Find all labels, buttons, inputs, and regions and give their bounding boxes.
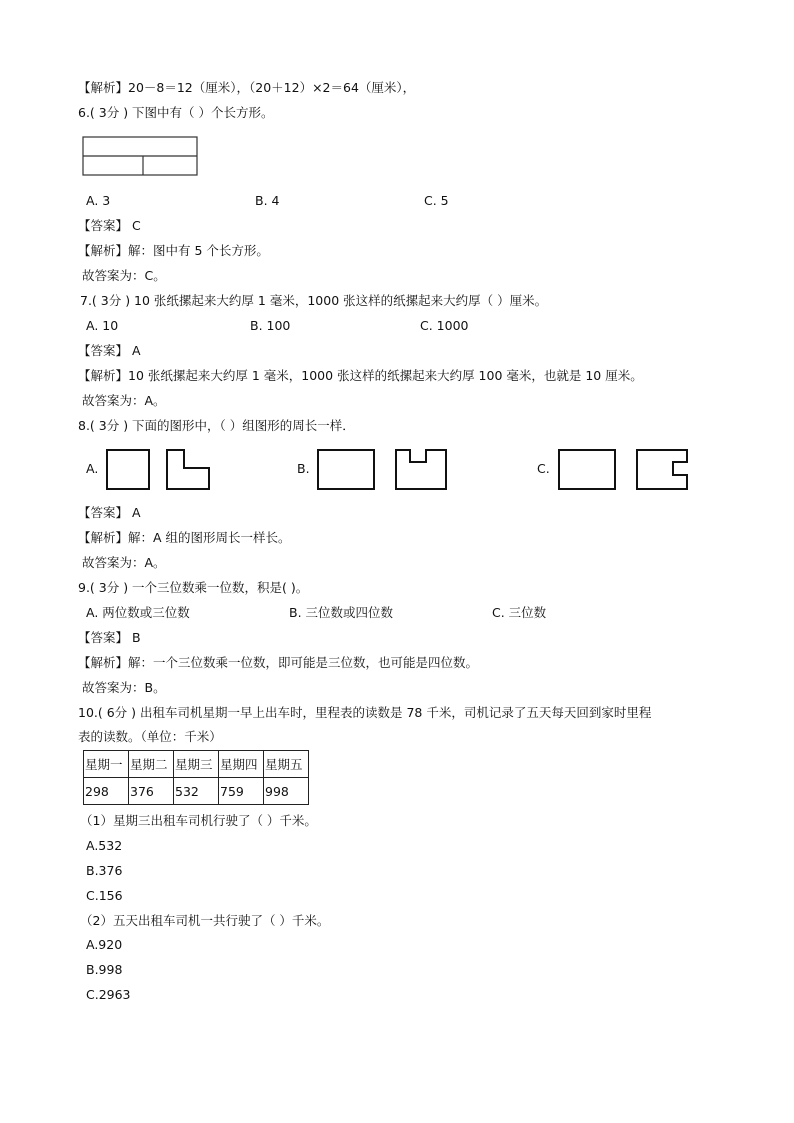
table-cell: 376 xyxy=(129,778,174,805)
q8-stem: 8.( 3分 ) 下面的图形中，（ ）组图形的周长一样． xyxy=(78,418,355,433)
q9-option-b: B. 三位数或四位数 xyxy=(289,605,394,620)
q8-option-b-shapes xyxy=(316,448,452,492)
q7-stem: 7.( 3分 ) 10 张纸摞起来大约厚 1 毫米，1000 张这样的纸摞起来大约厚（ ）厘米。 xyxy=(80,293,548,308)
q10-sub2-stem: （2）五天出租车司机一共行驶了（ ）千米。 xyxy=(80,913,330,928)
q10-sub2-option-b: B.998 xyxy=(86,962,123,977)
table-header-cell: 星期二 xyxy=(129,751,174,778)
q7-answer: 【答案】 A xyxy=(78,343,141,358)
q6-conclusion: 故答案为：C。 xyxy=(82,268,166,283)
table-header-cell: 星期一 xyxy=(84,751,129,778)
q6-stem: 6.( 3分 ) 下图中有（ ）个长方形。 xyxy=(78,105,274,120)
q8-option-c-shapes xyxy=(557,448,693,492)
odometer-table xyxy=(83,750,309,805)
q9-analysis: 【解析】解：一个三位数乘一位数，即可能是三位数，也可能是四位数。 xyxy=(78,655,479,670)
q10-sub2-option-c: C.2963 xyxy=(86,987,131,1002)
q9-option-c: C. 三位数 xyxy=(492,605,547,620)
table-cell: 298 xyxy=(84,778,129,805)
q8-analysis: 【解析】解：A 组的图形周长一样长。 xyxy=(78,530,291,545)
q8-conclusion: 故答案为：A。 xyxy=(82,555,166,570)
q6-option-b: B. 4 xyxy=(255,193,280,208)
q10-sub2-option-a: A.920 xyxy=(86,937,123,952)
q10-sub1-option-b: B.376 xyxy=(86,863,123,878)
q7-option-a: A. 10 xyxy=(86,318,119,333)
q10-stem-line2: 表的读数。（单位：千米） xyxy=(78,729,222,744)
table-header-cell: 星期四 xyxy=(219,751,264,778)
q6-option-c: C. 5 xyxy=(424,193,449,208)
q9-option-a: A. 两位数或三位数 xyxy=(86,605,190,620)
table-cell: 532 xyxy=(174,778,219,805)
q9-conclusion: 故答案为：B。 xyxy=(82,680,166,695)
q8-option-a-label: A. xyxy=(86,461,99,476)
q10-sub1-option-c: C.156 xyxy=(86,888,123,903)
q9-answer: 【答案】 B xyxy=(78,630,141,645)
q9-stem: 9.( 3分 ) 一个三位数乘一位数，积是( )。 xyxy=(78,580,309,595)
q8-option-a-shapes xyxy=(105,448,215,492)
q6-analysis: 【解析】解：图中有 5 个长方形。 xyxy=(78,243,269,258)
q7-option-b: B. 100 xyxy=(250,318,291,333)
table-header-row xyxy=(84,751,309,778)
table-cell: 998 xyxy=(264,778,309,805)
q7-analysis: 【解析】10 张纸摞起来大约厚 1 毫米，1000 张这样的纸摞起来大约厚 100 毫米，也就是 10 厘米。 xyxy=(78,368,643,383)
q6-option-a: A. 3 xyxy=(86,193,111,208)
table-row xyxy=(84,778,309,805)
q8-answer: 【答案】 A xyxy=(78,505,141,520)
q8-option-c-label: C. xyxy=(537,461,550,476)
q6-answer: 【答案】 C xyxy=(78,218,141,233)
q6-rectangle-figure xyxy=(82,136,200,178)
table-header-cell: 星期五 xyxy=(264,751,309,778)
q8-option-b-label: B. xyxy=(297,461,310,476)
q10-stem-line1: 10.( 6分 ) 出租车司机星期一早上出车时，里程表的读数是 78 千米，司机记录了五天每天回到家时里程 xyxy=(78,705,652,720)
q10-sub1-option-a: A.532 xyxy=(86,838,123,853)
q7-conclusion: 故答案为：A。 xyxy=(82,393,166,408)
table-cell: 759 xyxy=(219,778,264,805)
analysis-text: 【解析】20－8＝12（厘米），（20＋12）×2＝64（厘米）， xyxy=(78,80,416,95)
table-header-cell: 星期三 xyxy=(174,751,219,778)
q10-sub1-stem: （1）星期三出租车司机行驶了（ ）千米。 xyxy=(80,813,317,828)
q7-option-c: C. 1000 xyxy=(420,318,469,333)
